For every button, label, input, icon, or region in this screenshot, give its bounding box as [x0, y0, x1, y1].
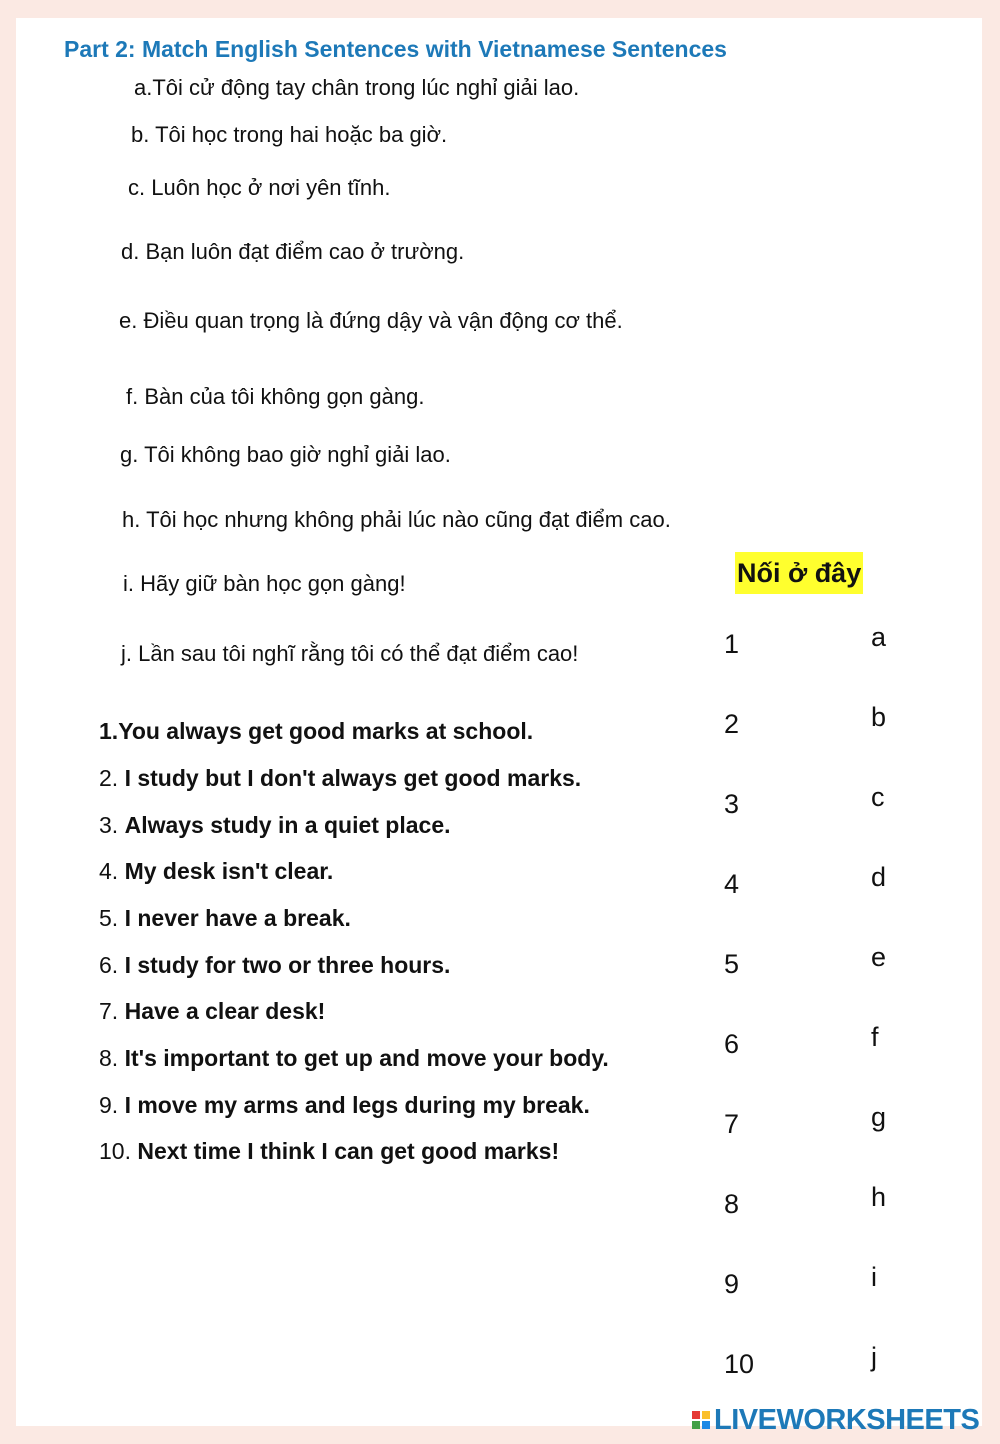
match-letter[interactable]: f	[871, 1022, 879, 1052]
english-sentence	[99, 858, 333, 885]
vietnamese-sentence: a.Tôi cử động tay chân trong lúc nghỉ giải lao.	[134, 75, 580, 100]
vietnamese-sentence: e. Điều quan trọng là đứng dậy và vận động cơ thể.	[119, 308, 623, 333]
english-sentence	[99, 905, 351, 932]
english-sentence-number: 10.	[99, 1138, 138, 1164]
english-sentence-number: 4.	[99, 858, 125, 884]
english-sentence-number: 3.	[99, 812, 125, 838]
match-letter[interactable]: b	[871, 702, 887, 732]
vietnamese-sentence: d. Bạn luôn đạt điểm cao ở trường.	[121, 239, 465, 264]
english-sentence-number: 7.	[99, 998, 125, 1024]
english-sentence-text: Next time I think I can get good marks!	[137, 1138, 560, 1164]
liveworksheets-logo	[692, 1402, 979, 1438]
english-sentence-text: You always get good marks at school.	[118, 718, 534, 744]
english-sentence-text: Always study in a quiet place.	[124, 812, 451, 838]
english-sentence	[99, 1092, 590, 1119]
match-number[interactable]: 8	[724, 1189, 740, 1219]
english-sentence	[99, 765, 581, 792]
match-heading: Nối ở đây	[735, 552, 863, 594]
vietnamese-sentence: i. Hãy giữ bàn học gọn gàng!	[123, 571, 406, 596]
english-sentence	[99, 1138, 559, 1165]
vietnamese-sentence: g. Tôi không bao giờ nghỉ giải lao.	[120, 442, 451, 467]
page-title: Part 2: Match English Sentences with Vietnamese Sentences	[64, 36, 727, 62]
english-sentence	[99, 998, 325, 1025]
match-number[interactable]: 3	[724, 789, 740, 819]
match-number[interactable]: 9	[724, 1269, 740, 1299]
match-letter[interactable]: i	[871, 1262, 877, 1292]
match-number[interactable]: 2	[724, 709, 740, 739]
english-sentence-text: I move my arms and legs during my break.	[124, 1092, 590, 1118]
logo-text: LIVEWORKSHEETS	[714, 1403, 980, 1436]
english-sentence-text: My desk isn't clear.	[124, 858, 334, 884]
match-letter[interactable]: a	[871, 622, 887, 652]
match-number[interactable]: 6	[724, 1029, 740, 1059]
english-sentence-text: It's important to get up and move your body.	[124, 1045, 609, 1071]
match-letter[interactable]: c	[871, 782, 885, 812]
vietnamese-sentence: f. Bàn của tôi không gọn gàng.	[126, 384, 425, 409]
english-sentence-text: I never have a break.	[124, 905, 351, 931]
english-sentence	[99, 1045, 609, 1072]
match-number[interactable]: 1	[724, 629, 740, 659]
english-sentence-number: 9.	[99, 1092, 125, 1118]
match-letter[interactable]: h	[871, 1182, 887, 1212]
match-letter[interactable]: j	[871, 1342, 877, 1372]
english-sentence-number: 5.	[99, 905, 125, 931]
english-sentence	[99, 718, 533, 745]
english-sentence-number: 6.	[99, 952, 125, 978]
english-sentence-number: 8.	[99, 1045, 125, 1071]
vietnamese-sentence: j. Lần sau tôi nghĩ rằng tôi có thể đạt điểm cao!	[121, 641, 579, 666]
english-sentence	[99, 812, 451, 839]
english-sentence-number: 2.	[99, 765, 125, 791]
logo-icon	[692, 1411, 710, 1429]
vietnamese-sentence: b. Tôi học trong hai hoặc ba giờ.	[131, 122, 448, 147]
match-number[interactable]: 7	[724, 1109, 740, 1139]
match-letter[interactable]: g	[871, 1102, 887, 1132]
match-letter[interactable]: e	[871, 942, 887, 972]
match-number[interactable]: 10	[724, 1349, 755, 1379]
match-letter[interactable]: d	[871, 862, 887, 892]
english-sentence-text: I study but I don't always get good marks.	[124, 765, 582, 791]
english-sentence-text: Have a clear desk!	[124, 998, 326, 1024]
english-sentence	[99, 952, 450, 979]
match-number[interactable]: 4	[724, 869, 740, 899]
english-sentence-number: 1.	[99, 718, 119, 744]
english-sentence-text: I study for two or three hours.	[124, 952, 451, 978]
match-number[interactable]: 5	[724, 949, 740, 979]
vietnamese-sentence: h. Tôi học nhưng không phải lúc nào cũng đạt điểm cao.	[122, 507, 671, 532]
vietnamese-sentence: c. Luôn học ở nơi yên tĩnh.	[128, 175, 391, 200]
